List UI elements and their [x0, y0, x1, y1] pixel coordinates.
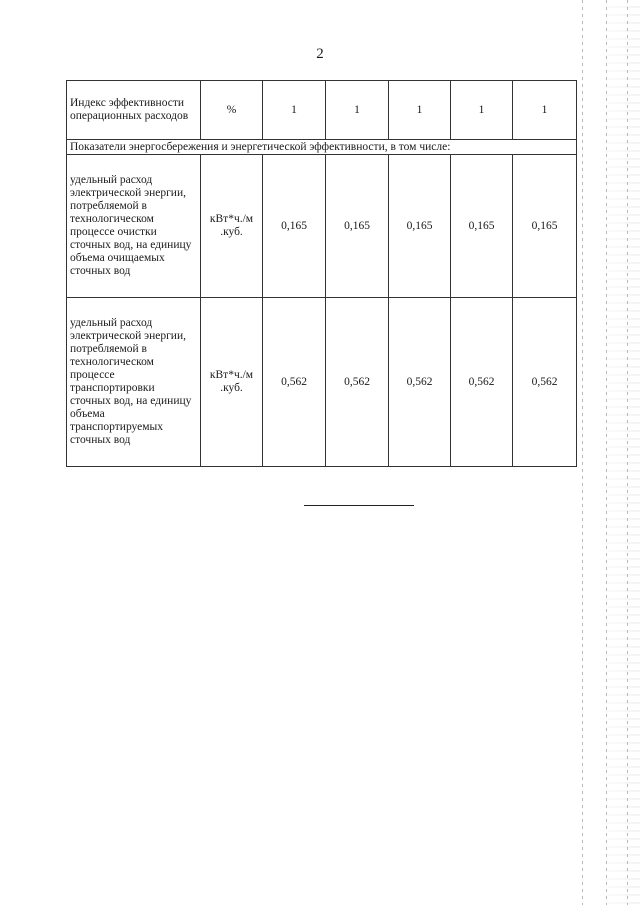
indicator-value: 0,165	[263, 155, 326, 298]
scan-edge-line	[627, 0, 628, 905]
indicator-value: 1	[263, 81, 326, 140]
scan-edge-line	[582, 0, 583, 905]
indicator-value: 1	[513, 81, 577, 140]
indicator-unit: %	[201, 81, 263, 140]
indicator-value: 1	[451, 81, 513, 140]
indicator-unit: кВт*ч./м .куб.	[201, 155, 263, 298]
closing-rule	[304, 505, 414, 506]
section-heading: Показатели энергосбережения и энергетической эффективности, в том числе:	[67, 140, 577, 155]
indicator-name: удельный расход электрической энергии, потребляемой в технологическом процессе очистки сточных вод, на единицу объема очищаемых сточных вод	[67, 155, 201, 298]
table-section-row	[67, 140, 577, 155]
indicator-value: 0,165	[513, 155, 577, 298]
indicator-unit: кВт*ч./м .куб.	[201, 298, 263, 467]
indicator-value: 0,165	[389, 155, 451, 298]
indicator-name: удельный расход электрической энергии, потребляемой в технологическом процессе транспортировки сточных вод, на единицу объема транспортируемых сточных вод	[67, 298, 201, 467]
indicator-value: 0,562	[389, 298, 451, 467]
table-row	[67, 155, 577, 298]
indicator-value: 0,165	[451, 155, 513, 298]
indicator-value: 0,165	[326, 155, 389, 298]
indicator-value: 1	[326, 81, 389, 140]
indicator-value: 0,562	[513, 298, 577, 467]
indicators-table	[66, 80, 577, 467]
page-number: 2	[316, 46, 324, 62]
scan-edge-line	[606, 0, 607, 905]
indicator-value: 0,562	[451, 298, 513, 467]
indicator-value: 1	[389, 81, 451, 140]
scan-edge-noise	[570, 0, 640, 905]
table-row	[67, 298, 577, 467]
indicator-name: Индекс эффективности операционных расходов	[67, 81, 201, 140]
table-row	[67, 81, 577, 140]
indicator-value: 0,562	[263, 298, 326, 467]
indicator-value: 0,562	[326, 298, 389, 467]
